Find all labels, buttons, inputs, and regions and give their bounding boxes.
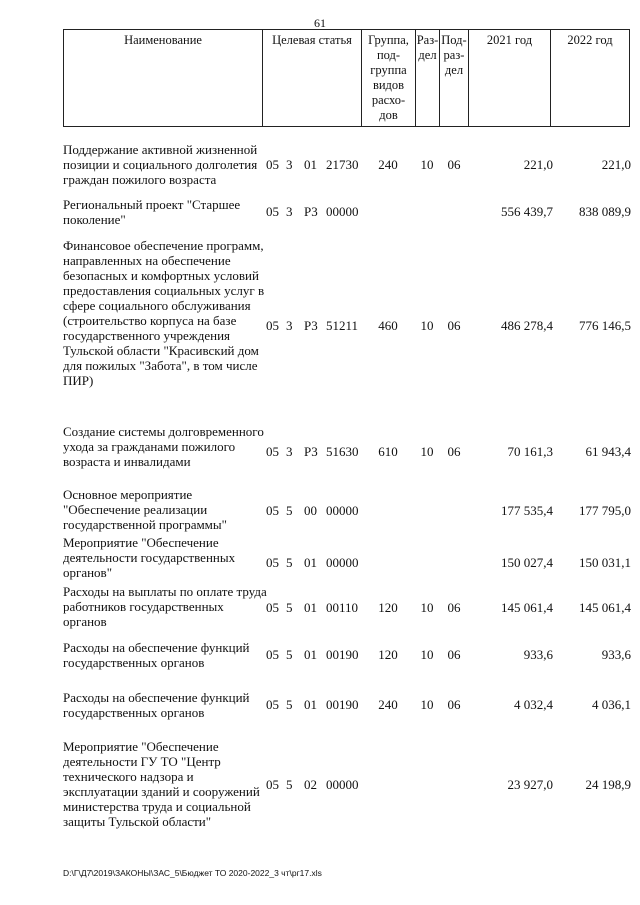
cell-a: 05	[266, 157, 279, 172]
cell-y2021: 556 439,7	[501, 204, 553, 219]
row-name: Мероприятие "Обеспечение деятельности ГУ ТО "Центр технического надзора и эксплуатации зданий и сооружений министерства труда и социальной защиты Тульской области"	[63, 739, 260, 829]
row-name: Создание системы долговременного ухода за гражданами пожилого возраста и инвалидами	[63, 424, 264, 469]
cell-a: 05	[266, 318, 279, 333]
cell-y2021: 4 032,4	[514, 697, 553, 712]
table-header	[63, 29, 630, 127]
file-path-footer: D:\Г\Д7\2019\ЗАКОНЫ\ЗАС_5\Бюджет ТО 2020-2022_3 чт\рг17.xls	[63, 868, 322, 878]
cell-d: 00190	[326, 697, 359, 712]
header-name: Наименование	[63, 29, 263, 127]
cell-d: 51211	[326, 318, 359, 333]
cell-pr: 06	[447, 600, 461, 615]
cell-d: 00000	[326, 204, 359, 219]
cell-grp: 610	[378, 444, 398, 459]
cell-b: 5	[286, 777, 293, 792]
cell-b: 3	[286, 318, 293, 333]
header-target: Целевая статья	[262, 29, 362, 127]
cell-a: 05	[266, 647, 279, 662]
row-name: Поддержание активной жизненной позиции и социального долголетия граждан пожилого возраста	[63, 142, 258, 187]
cell-y2021: 145 061,4	[501, 600, 553, 615]
cell-y2022: 776 146,5	[579, 318, 631, 333]
table-row	[63, 640, 630, 670]
cell-d: 00000	[326, 503, 359, 518]
cell-y2021: 70 161,3	[507, 444, 553, 459]
cell-y2022: 24 198,9	[585, 777, 631, 792]
table-row	[63, 238, 630, 408]
cell-a: 05	[266, 204, 279, 219]
row-name: Расходы на выплаты по оплате труда работников государственных органов	[63, 584, 267, 629]
cell-y2022: 150 031,1	[579, 555, 631, 570]
cell-b: 3	[286, 204, 293, 219]
cell-b: 5	[286, 503, 293, 518]
cell-pr: 06	[447, 318, 461, 333]
table-row	[63, 535, 630, 580]
row-name: Мероприятие "Обеспечение деятельности государственных органов"	[63, 535, 236, 580]
cell-c: 01	[304, 157, 317, 172]
cell-a: 05	[266, 600, 279, 615]
header-subsection: Под- раз- дел	[439, 29, 469, 127]
cell-rz: 10	[420, 444, 434, 459]
cell-c: 01	[304, 555, 317, 570]
table-row	[63, 487, 630, 532]
cell-d: 00190	[326, 647, 359, 662]
cell-c: 01	[304, 647, 317, 662]
cell-c: 02	[304, 777, 317, 792]
cell-b: 5	[286, 555, 293, 570]
cell-rz: 10	[420, 697, 434, 712]
cell-d: 21730	[326, 157, 359, 172]
table-row	[63, 142, 630, 187]
cell-y2022: 4 036,1	[592, 697, 631, 712]
cell-rz: 10	[420, 600, 434, 615]
cell-rz: 10	[420, 318, 434, 333]
cell-y2022: 177 795,0	[579, 503, 631, 518]
cell-y2022: 838 089,9	[579, 204, 631, 219]
cell-rz: 10	[420, 157, 434, 172]
cell-y2022: 61 943,4	[585, 444, 631, 459]
cell-y2021: 177 535,4	[501, 503, 553, 518]
cell-y2022: 221,0	[601, 157, 631, 172]
cell-y2022: 145 061,4	[579, 600, 631, 615]
cell-b: 3	[286, 157, 293, 172]
cell-grp: 240	[378, 157, 398, 172]
header-group: Группа, под- группа видов расхо- дов	[361, 29, 416, 127]
cell-pr: 06	[447, 444, 461, 459]
cell-y2022: 933,6	[601, 647, 631, 662]
cell-a: 05	[266, 697, 279, 712]
cell-y2021: 486 278,4	[501, 318, 553, 333]
cell-b: 5	[286, 647, 293, 662]
cell-a: 05	[266, 555, 279, 570]
row-name: Основное мероприятие "Обеспечение реализации государственной программы"	[63, 487, 227, 532]
cell-y2021: 221,0	[523, 157, 553, 172]
cell-d: 00000	[326, 555, 359, 570]
table-row	[63, 197, 630, 227]
cell-grp: 460	[378, 318, 398, 333]
page-number: 61	[314, 16, 326, 30]
cell-c: 01	[304, 600, 317, 615]
cell-grp: 120	[378, 600, 398, 615]
cell-d: 00000	[326, 777, 359, 792]
cell-grp: 120	[378, 647, 398, 662]
table-row	[63, 739, 630, 829]
cell-b: 3	[286, 444, 293, 459]
table-row	[63, 690, 630, 720]
cell-pr: 06	[447, 697, 461, 712]
table-row	[63, 424, 630, 484]
header-2022: 2022 год	[550, 29, 630, 127]
row-name: Расходы на обеспечение функций государственных органов	[63, 640, 250, 670]
header-2021: 2021 год	[468, 29, 551, 127]
cell-c: P3	[304, 444, 318, 459]
header-section: Раз- дел	[415, 29, 440, 127]
cell-a: 05	[266, 503, 279, 518]
cell-y2021: 933,6	[523, 647, 553, 662]
cell-y2021: 23 927,0	[507, 777, 553, 792]
cell-d: 51630	[326, 444, 359, 459]
cell-d: 00110	[326, 600, 359, 615]
row-name: Региональный проект "Старшее поколение"	[63, 197, 241, 227]
cell-c: 01	[304, 697, 317, 712]
cell-pr: 06	[447, 647, 461, 662]
cell-rz: 10	[420, 647, 434, 662]
cell-a: 05	[266, 777, 279, 792]
row-name: Расходы на обеспечение функций государственных органов	[63, 690, 250, 720]
cell-b: 5	[286, 697, 293, 712]
cell-y2021: 150 027,4	[501, 555, 553, 570]
row-name: Финансовое обеспечение программ, направленных на обеспечение безопасных и комфортных условий предоставления социальных услуг в сфере социального обслуживания (строительство корпуса на базе государственного учреждения Тульской области "Красивский дом для пожилых "Забота", в том числе ПИР)	[63, 238, 265, 388]
cell-c: P3	[304, 318, 318, 333]
cell-a: 05	[266, 444, 279, 459]
cell-c: P3	[304, 204, 318, 219]
cell-pr: 06	[447, 157, 461, 172]
cell-c: 00	[304, 503, 317, 518]
table-row	[63, 584, 630, 629]
cell-grp: 240	[378, 697, 398, 712]
cell-b: 5	[286, 600, 293, 615]
